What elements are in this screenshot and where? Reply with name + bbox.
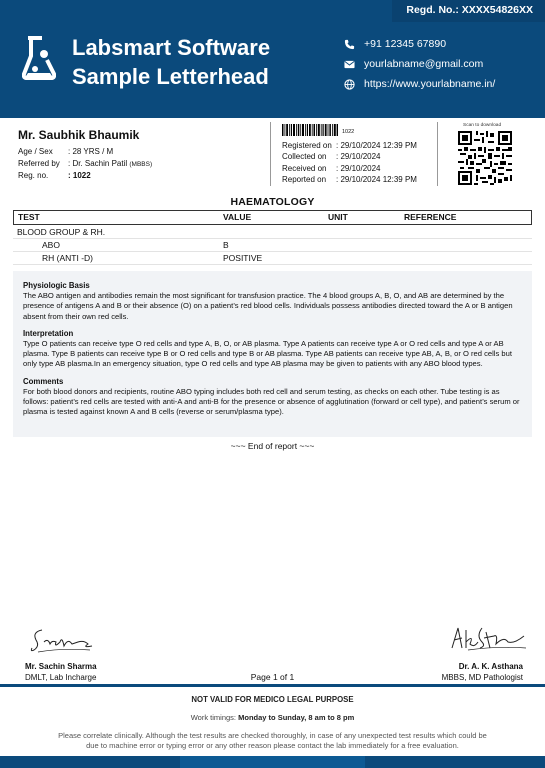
divider-2 [437,122,438,186]
patient-name: Mr. Saubhik Bhaumik [18,128,140,142]
interpretation-title: Interpretation [23,328,74,338]
footer [0,690,545,751]
disclaimer: Please correlate clinically. Although the test results are checked thoroughly, in case of any unexpected test results which could be due to machine error or typing error or any other reason please contact the lab immediately for a free evaluation. [58,731,487,750]
letterhead-header [0,0,545,118]
col-value: VALUE [223,212,252,222]
received-row [282,163,417,174]
phone-icon [344,39,355,50]
comments-text: For both blood donors and recipients, routine ABO typing includes both red cell and serum testing, as checks on each other. Tube testing is as follows: patient’s red cells are tested with anti-A and anti-B for the presence or absence of agglutination (forward or cell type), and patient’s serum or plasma is tested against known A and B cells (reverse or serum/plasma type). [23,386,520,417]
test-abo-value: B [223,240,229,250]
basis-text: The ABO antigen and antibodies remain the most significant for transfusion practice. The 4 blood groups A, B, O, and AB are determined by the presence of antigens A and B or their absence (O) on a patient’s red blood cells. Individuals possess antibodies directed toward the A or B antigen absent from their own red cells. [23,291,513,321]
referred-label: Referred by [18,159,60,168]
col-test: TEST [18,212,40,222]
received-value: : 29/10/2024 [336,163,381,173]
referred-doctor: : Dr. Sachin Patil [68,159,128,168]
age-sex-row [18,146,152,158]
test-rh-value: POSITIVE [223,253,263,263]
signature-right-image [448,622,530,654]
age-sex-value: : 28 YRS / M [68,147,114,156]
test-abo-name: ABO [42,240,60,250]
collected-row [282,151,417,162]
collected-label: Collected on [282,152,327,162]
qr-code[interactable] [458,131,512,185]
bottom-bar-segment [180,756,365,768]
row-divider [13,264,532,265]
globe-icon [344,79,355,90]
patient-info [18,128,152,182]
test-group-name: BLOOD GROUP & RH. [17,227,106,237]
row-divider [13,251,532,252]
website-text: https://www.yourlabname.in/ [364,78,496,90]
received-label: Received on [282,163,327,173]
contact-list [344,34,495,94]
end-of-report: ~~~ End of report ~~~ [230,441,315,451]
registered-label: Registered on [282,141,332,150]
work-timings [0,713,545,722]
section-title: HAEMATOLOGY [230,196,315,208]
interpretation-text: Type O patients can receive type O red cells and type A, B, O, or AB plasma. Type A patients can receive type A or O red cells and type A or AB plasma. Type B patients can receive type B or O red cells and type B or AB plasma. Type AB patients can receive type AB, A, B, or O red cells but only type AB plasma.In an emergency situation, type O red cells and type AB plasma may be given to patients with any ABO blood types. [23,339,512,369]
bottom-bar [0,756,545,768]
signer-left-name: Mr. Sachin Sharma [25,662,97,671]
reported-row [282,174,417,185]
report-dates [282,140,417,185]
page-number: Page 1 of 1 [250,672,295,682]
qr-label: Scan to download [463,123,502,128]
referred-row [18,158,152,170]
reg-value: : 1022 [68,171,91,180]
referred-value [68,158,152,170]
registered-row [282,140,417,151]
col-reference: REFERENCE [404,212,457,222]
work-timings-label: Work timings: [190,713,239,722]
signer-right-title: MBBS, MD Pathologist [441,673,523,682]
brand-title [72,33,270,91]
reported-value: : 29/10/2024 12:39 PM [336,174,417,184]
brand-line-1: Labsmart Software [72,35,271,60]
phone-text: +91 12345 67890 [364,38,447,50]
registration-number: Regd. No.: XXXX54826XX [392,0,545,22]
comments-title: Comments [23,376,64,386]
signer-left-title: DMLT, Lab Incharge [25,673,97,682]
signature-left-image [28,620,98,656]
work-timings-value: Monday to Sunday, 8 am to 8 pm [238,713,355,722]
row-divider [13,238,532,239]
contact-email [344,54,495,74]
lab-flask-logo-icon [22,36,56,80]
table-header [13,210,532,225]
notes-panel [13,271,532,437]
reg-row [18,170,152,182]
signer-right [442,661,523,683]
mail-icon [344,59,355,70]
divider-1 [270,122,271,186]
col-unit: UNIT [328,212,348,222]
reg-label: Reg. no. [18,171,49,180]
referred-qualification: (MBBS) [129,161,153,168]
basis-title: Physiologic Basis [23,281,90,290]
reported-label: Reported on [282,174,327,184]
contact-phone [344,34,495,54]
test-rh-name: RH (ANTI -D) [42,253,93,263]
barcode-number: 1022 [342,129,355,135]
barcode [282,124,338,136]
footer-divider [0,684,545,687]
collected-value: : 29/10/2024 [336,152,381,162]
signer-right-name: Dr. A. K. Asthana [458,662,523,671]
brand-line-2: Sample Letterhead [72,64,269,89]
email-text: yourlabname@gmail.com [364,58,484,70]
contact-website [344,74,495,94]
not-valid-notice: NOT VALID FOR MEDICO LEGAL PURPOSE [191,695,354,704]
registered-value: : 29/10/2024 12:39 PM [336,141,417,150]
age-sex-label: Age / Sex [18,147,53,156]
